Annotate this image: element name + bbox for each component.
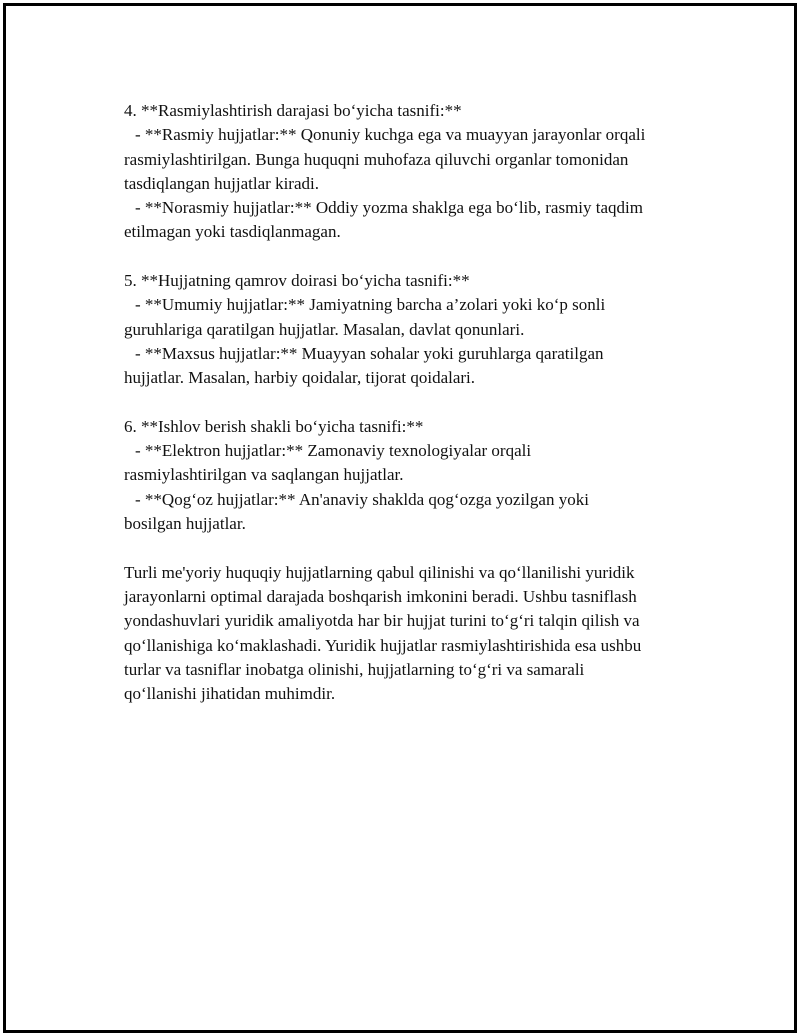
conclusion-paragraph xyxy=(124,561,704,707)
item-line: rasmiylashtirilgan. Bunga huquqni muhofaza qiluvchi organlar tomonidan xyxy=(124,149,629,169)
conclusion-line: turlar va tasniflar inobatga olinishi, hujjatlarning to‘g‘ri va samarali xyxy=(124,659,585,679)
list-item-unofficial-documents xyxy=(124,196,704,245)
list-item-special-documents xyxy=(124,342,704,391)
item-line: - **Umumiy hujjatlar:** Jamiyatning barcha a’zolari yoki ko‘p sonli xyxy=(135,295,606,315)
item-line: guruhlariga qaratilgan hujjatlar. Masalan, davlat qonunlari. xyxy=(124,319,525,339)
page-frame xyxy=(3,3,797,1033)
conclusion-line: yondashuvlari yuridik amaliyotda har bir hujjat turini to‘g‘ri talqin qilish va xyxy=(124,611,640,631)
paragraph-gap xyxy=(124,536,704,560)
conclusion-line: jarayonlarni optimal darajada boshqarish imkonini beradi. Ushbu tasniflash xyxy=(124,586,637,606)
conclusion-line: qo‘llanishiga ko‘maklashadi. Yuridik hujjatlar rasmiylashtirishida esa ushbu xyxy=(124,635,642,655)
section-formalization xyxy=(124,99,704,245)
item-line: - **Rasmiy hujjatlar:** Qonuniy kuchga ega va muayyan jarayonlar orqali xyxy=(135,125,646,145)
list-item-paper-documents xyxy=(124,488,704,537)
list-item-official-documents xyxy=(124,123,704,196)
conclusion-line: qo‘llanishi jihatidan muhimdir. xyxy=(124,684,336,704)
section-heading: 6. **Ishlov berish shakli bo‘yicha tasnifi:** xyxy=(124,416,424,436)
item-line: hujjatlar. Masalan, harbiy qoidalar, tijorat qoidalari. xyxy=(124,368,476,388)
conclusion-line: Turli me'yoriy huquqiy hujjatlarning qabul qilinishi va qo‘llanilishi yuridik xyxy=(124,562,635,582)
paragraph-gap xyxy=(124,245,704,269)
item-line: - **Maxsus hujjatlar:** Muayyan sohalar yoki guruhlarga qaratilgan xyxy=(135,343,604,363)
section-heading: 4. **Rasmiylashtirish darajasi bo‘yicha tasnifi:** xyxy=(124,101,462,120)
item-line: etilmagan yoki tasdiqlanmagan. xyxy=(124,222,341,242)
item-line: - **Norasmiy hujjatlar:** Oddiy yozma shaklga ega bo‘lib, rasmiy taqdim xyxy=(135,198,643,218)
document-body xyxy=(124,99,704,706)
item-line: rasmiylashtirilgan va saqlangan hujjatlar. xyxy=(124,465,404,485)
list-item-electronic-documents xyxy=(124,439,704,488)
paragraph-gap xyxy=(124,391,704,415)
item-line: bosilgan hujjatlar. xyxy=(124,514,246,534)
item-line: - **Qog‘oz hujjatlar:** An'anaviy shaklda qog‘ozga yozilgan yoki xyxy=(135,489,589,509)
section-processing-form xyxy=(124,415,704,536)
item-line: tasdiqlangan hujjatlar kiradi. xyxy=(124,173,319,193)
item-line: - **Elektron hujjatlar:** Zamonaviy texnologiyalar orqali xyxy=(135,441,532,461)
section-scope xyxy=(124,269,704,390)
list-item-general-documents xyxy=(124,293,704,342)
section-heading: 5. **Hujjatning qamrov doirasi bo‘yicha tasnifi:** xyxy=(124,271,470,291)
